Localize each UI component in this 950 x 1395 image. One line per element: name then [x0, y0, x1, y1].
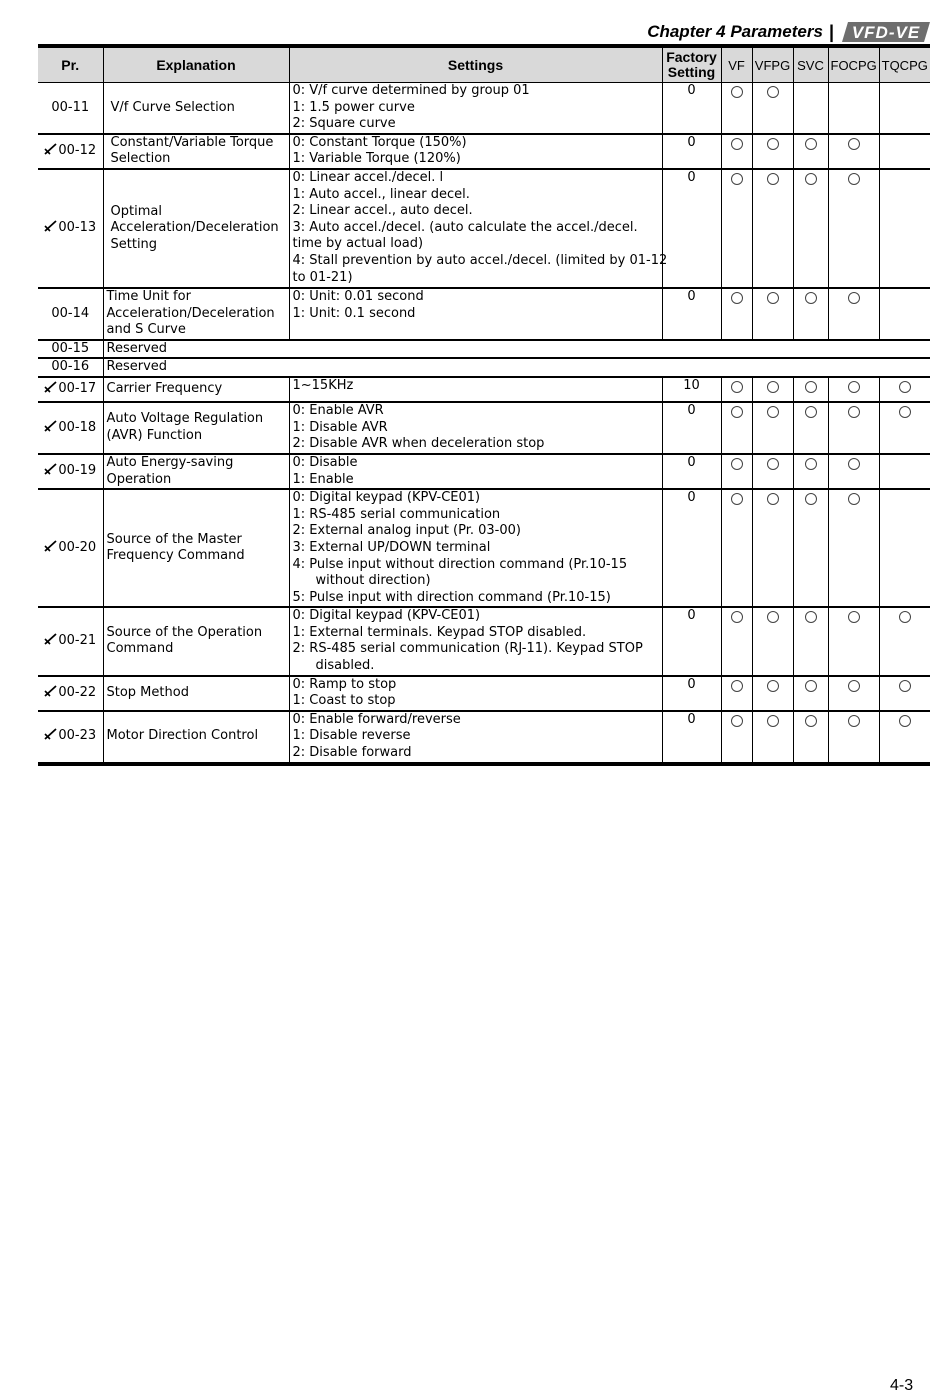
table-row	[38, 489, 930, 607]
table-row	[38, 676, 930, 711]
mode-cell-svc	[793, 454, 828, 489]
mode-cell-vfpg	[752, 83, 793, 134]
mode-cell-vf	[721, 169, 752, 288]
supported-circle-icon	[848, 715, 860, 727]
setting-line: 0: Digital keypad (KPV-CE01)	[292, 490, 481, 506]
explanation-line: Auto Voltage Regulation	[106, 411, 264, 427]
supported-circle-icon	[899, 715, 911, 727]
mode-cell-svc	[793, 489, 828, 607]
param-explanation	[103, 402, 289, 454]
mode-cell-vf	[721, 134, 752, 169]
supported-circle-icon	[767, 173, 779, 185]
supported-circle-icon	[848, 292, 860, 304]
supported-circle-icon	[805, 611, 817, 623]
page-header	[38, 20, 930, 44]
explanation-line: Optimal	[110, 203, 162, 219]
explanation-line: Reserved	[106, 359, 168, 375]
supported-circle-icon	[731, 173, 743, 185]
table-header-row	[38, 46, 930, 83]
mode-cell-focpg	[828, 288, 879, 340]
supported-circle-icon	[767, 138, 779, 150]
mode-cell-vfpg	[752, 676, 793, 711]
mode-cell-vfpg	[752, 454, 793, 489]
setting-line: 0: Disable	[292, 454, 358, 470]
mode-cell-focpg	[828, 377, 879, 402]
explanation-line: Acceleration/Deceleration	[110, 220, 279, 236]
setting-line: 1: Disable AVR	[292, 419, 388, 435]
supported-circle-icon	[731, 680, 743, 692]
param-number	[38, 169, 103, 288]
supported-circle-icon	[767, 86, 779, 98]
mode-cell-focpg	[828, 402, 879, 454]
supported-circle-icon	[731, 715, 743, 727]
setting-line: 0: Digital keypad (KPV-CE01)	[292, 608, 481, 624]
param-number	[38, 134, 103, 169]
setting-line: 1: Coast to stop	[292, 693, 396, 709]
factory-setting: 0	[662, 83, 721, 134]
mode-cell-vf	[721, 288, 752, 340]
col-header-factory-setting	[662, 46, 721, 83]
factory-setting: 0	[662, 489, 721, 607]
param-settings	[289, 288, 662, 340]
supported-circle-icon	[731, 86, 743, 98]
supported-circle-icon	[848, 680, 860, 692]
setting-line: 2: Square curve	[292, 116, 396, 132]
vfd-ve-logo	[842, 21, 930, 43]
param-explanation	[103, 83, 289, 134]
param-number-text: 00-11	[51, 99, 90, 115]
read-write-icon	[44, 633, 57, 645]
table-body	[38, 83, 930, 764]
table-row	[38, 377, 930, 402]
param-settings	[289, 676, 662, 711]
param-number-text: 00-18	[58, 419, 97, 435]
table-row	[38, 402, 930, 454]
supported-circle-icon	[767, 406, 779, 418]
supported-circle-icon	[767, 381, 779, 393]
supported-circle-icon	[731, 493, 743, 505]
mode-cell-svc	[793, 676, 828, 711]
header-separator: |	[828, 21, 834, 42]
mode-cell-vf	[721, 402, 752, 454]
setting-line: time by actual load)	[292, 236, 424, 252]
mode-cell-vf	[721, 676, 752, 711]
col-header-vfpg: VFPG	[752, 46, 793, 83]
table-row	[38, 288, 930, 340]
mode-cell-focpg	[828, 454, 879, 489]
table-row	[38, 711, 930, 764]
setting-line: 0: V/f curve determined by group 01	[292, 83, 530, 98]
param-settings	[289, 83, 662, 134]
supported-circle-icon	[731, 138, 743, 150]
mode-cell-tqcpg	[879, 676, 930, 711]
param-number-text: 00-12	[58, 143, 97, 159]
param-explanation	[103, 454, 289, 489]
param-explanation	[103, 607, 289, 675]
read-write-icon	[44, 420, 57, 432]
explanation-line: Motor Direction Control	[106, 728, 259, 744]
supported-circle-icon	[731, 406, 743, 418]
param-settings	[289, 169, 668, 288]
param-number-text: 00-17	[58, 381, 97, 397]
setting-line: 1: RS-485 serial communication	[292, 506, 501, 522]
mode-cell-tqcpg	[879, 134, 930, 169]
supported-circle-icon	[848, 611, 860, 623]
setting-line: 3: Auto accel./decel. (auto calculate the accel./decel.	[292, 219, 638, 235]
param-number	[38, 377, 103, 402]
supported-circle-icon	[848, 173, 860, 185]
param-settings	[289, 454, 662, 489]
setting-line: 0: Constant Torque (150%)	[292, 134, 467, 150]
explanation-line: Constant/Variable Torque	[110, 134, 274, 150]
mode-cell-vf	[721, 454, 752, 489]
param-number	[38, 676, 103, 711]
mode-cell-vf	[721, 607, 752, 675]
table-row	[38, 169, 930, 288]
supported-circle-icon	[805, 406, 817, 418]
setting-line: 2: External analog input (Pr. 03-00)	[292, 523, 521, 539]
mode-cell-svc	[793, 402, 828, 454]
supported-circle-icon	[805, 493, 817, 505]
col-header-tqcpg: TQCPG	[879, 46, 930, 83]
param-settings	[289, 607, 662, 675]
read-write-icon	[44, 540, 57, 552]
mode-cell-vfpg	[752, 402, 793, 454]
param-explanation	[103, 358, 930, 377]
explanation-line: Setting	[110, 236, 158, 252]
param-number-text: 00-21	[58, 633, 97, 649]
explanation-line: Carrier Frequency	[106, 381, 223, 397]
setting-line: 0: Unit: 0.01 second	[292, 288, 424, 304]
supported-circle-icon	[848, 493, 860, 505]
supported-circle-icon	[731, 381, 743, 393]
explanation-line: Source of the Operation	[106, 624, 263, 640]
param-explanation	[103, 340, 930, 359]
supported-circle-icon	[805, 173, 817, 185]
param-number	[38, 454, 103, 489]
mode-cell-tqcpg	[879, 402, 930, 454]
mode-cell-vf	[721, 83, 752, 134]
supported-circle-icon	[767, 493, 779, 505]
mode-cell-focpg	[828, 489, 879, 607]
setting-line: 1~15KHz	[292, 377, 354, 393]
col-header-explanation: Explanation	[103, 46, 289, 83]
col-header-vf: VF	[721, 46, 752, 83]
mode-cell-focpg	[828, 676, 879, 711]
param-number-text: 00-14	[51, 305, 90, 321]
mode-cell-vfpg	[752, 134, 793, 169]
setting-line: 1: Variable Torque (120%)	[292, 151, 461, 167]
setting-line: disabled.	[315, 658, 375, 674]
setting-line: 0: Enable forward/reverse	[292, 711, 461, 727]
parameter-table-wrapper	[38, 44, 930, 766]
factory-setting: 10	[662, 377, 721, 402]
supported-circle-icon	[805, 381, 817, 393]
mode-cell-svc	[793, 83, 828, 134]
explanation-line: and S Curve	[106, 322, 186, 338]
param-number	[38, 489, 103, 607]
read-write-icon	[44, 143, 57, 155]
col-header-settings: Settings	[289, 46, 662, 83]
setting-line: to 01-21)	[292, 269, 353, 285]
param-number	[38, 402, 103, 454]
factory-setting: 0	[662, 134, 721, 169]
supported-circle-icon	[805, 458, 817, 470]
supported-circle-icon	[805, 680, 817, 692]
supported-circle-icon	[899, 611, 911, 623]
setting-line: 2: Disable forward	[292, 745, 412, 761]
supported-circle-icon	[899, 680, 911, 692]
mode-cell-tqcpg	[879, 489, 930, 607]
mode-cell-vfpg	[752, 288, 793, 340]
mode-cell-vfpg	[752, 169, 793, 288]
param-number	[38, 711, 103, 764]
setting-line: 0: Ramp to stop	[292, 676, 397, 692]
param-number-text: 00-19	[58, 463, 97, 479]
supported-circle-icon	[767, 292, 779, 304]
explanation-line: Auto Energy-saving	[106, 454, 234, 470]
mode-cell-vfpg	[752, 711, 793, 764]
col-header-focpg: FOCPG	[828, 46, 879, 83]
mode-cell-svc	[793, 134, 828, 169]
setting-line: 1: Auto accel., linear decel.	[292, 186, 470, 202]
param-settings	[289, 377, 662, 402]
mode-cell-vfpg	[752, 489, 793, 607]
explanation-line: Reserved	[106, 340, 168, 356]
mode-cell-tqcpg	[879, 83, 930, 134]
param-number	[38, 83, 103, 134]
setting-line: 0: Enable AVR	[292, 402, 384, 418]
param-number	[38, 340, 103, 359]
setting-line: 3: External UP/DOWN terminal	[292, 539, 491, 555]
explanation-line: Time Unit for	[106, 288, 191, 304]
mode-cell-focpg	[828, 169, 879, 288]
supported-circle-icon	[848, 406, 860, 418]
mode-cell-tqcpg	[879, 711, 930, 764]
mode-cell-tqcpg	[879, 288, 930, 340]
param-explanation	[103, 676, 289, 711]
mode-cell-vf	[721, 489, 752, 607]
supported-circle-icon	[731, 292, 743, 304]
setting-line: 2: Disable AVR when deceleration stop	[292, 436, 545, 452]
supported-circle-icon	[805, 715, 817, 727]
factory-setting: 0	[662, 169, 721, 288]
param-explanation	[103, 377, 289, 402]
supported-circle-icon	[767, 458, 779, 470]
mode-cell-focpg	[828, 134, 879, 169]
supported-circle-icon	[731, 458, 743, 470]
setting-line: 4: Pulse input without direction command (Pr.10-15	[292, 556, 628, 572]
read-write-icon	[44, 728, 57, 740]
explanation-line: (AVR) Function	[106, 427, 203, 443]
explanation-line: Command	[106, 641, 174, 657]
explanation-line: Frequency Command	[106, 548, 245, 564]
mode-cell-vfpg	[752, 607, 793, 675]
read-write-icon	[44, 463, 57, 475]
factory-header-line: Factory	[666, 49, 717, 65]
mode-cell-vfpg	[752, 377, 793, 402]
setting-line: 0: Linear accel./decel. l	[292, 169, 444, 185]
supported-circle-icon	[899, 406, 911, 418]
param-number-text: 00-16	[51, 359, 90, 375]
explanation-line: Source of the Master	[106, 531, 242, 547]
explanation-line: V/f Curve Selection	[110, 99, 235, 115]
read-write-icon	[44, 220, 57, 232]
supported-circle-icon	[767, 611, 779, 623]
explanation-line: Stop Method	[106, 684, 189, 700]
mode-cell-focpg	[828, 83, 879, 134]
mode-cell-tqcpg	[879, 607, 930, 675]
supported-circle-icon	[848, 458, 860, 470]
param-number	[38, 288, 103, 340]
table-row	[38, 134, 930, 169]
mode-cell-vf	[721, 377, 752, 402]
setting-line: without direction)	[315, 573, 431, 589]
supported-circle-icon	[848, 381, 860, 393]
mode-cell-svc	[793, 169, 828, 288]
param-number-text: 00-22	[58, 684, 97, 700]
setting-line: 2: Linear accel., auto decel.	[292, 203, 473, 219]
param-settings	[289, 134, 662, 169]
page-number: 4-3	[890, 1377, 914, 1394]
param-explanation	[103, 288, 289, 340]
mode-cell-tqcpg	[879, 377, 930, 402]
parameter-table	[38, 44, 930, 766]
setting-line: 2: RS-485 serial communication (RJ-11). Keypad STOP	[292, 641, 643, 657]
param-explanation	[103, 134, 289, 169]
table-row	[38, 358, 930, 377]
param-settings	[289, 711, 662, 764]
setting-line: 1: External terminals. Keypad STOP disabled.	[292, 624, 587, 640]
table-row	[38, 340, 930, 359]
mode-cell-focpg	[828, 711, 879, 764]
supported-circle-icon	[805, 292, 817, 304]
setting-line: 4: Stall prevention by auto accel./decel. (limited by 01-12	[292, 252, 668, 268]
param-number-text: 00-13	[58, 220, 97, 236]
logo-text: VFD-VE	[851, 23, 921, 42]
setting-line: 1: Disable reverse	[292, 728, 411, 744]
read-write-icon	[44, 685, 57, 697]
factory-header-line: Setting	[667, 64, 716, 80]
param-settings	[289, 402, 662, 454]
explanation-line: Operation	[106, 471, 172, 487]
param-number-text: 00-15	[51, 340, 90, 356]
param-explanation	[103, 169, 289, 288]
factory-setting: 0	[662, 454, 721, 489]
mode-cell-svc	[793, 607, 828, 675]
mode-cell-tqcpg	[879, 454, 930, 489]
param-settings	[289, 489, 662, 607]
supported-circle-icon	[848, 138, 860, 150]
mode-cell-svc	[793, 711, 828, 764]
setting-line: 1: Unit: 0.1 second	[292, 305, 416, 321]
setting-line: 5: Pulse input with direction command (Pr.10-15)	[292, 589, 611, 605]
param-number-text: 00-20	[58, 539, 97, 555]
factory-setting: 0	[662, 288, 721, 340]
read-write-icon	[44, 381, 57, 393]
supported-circle-icon	[731, 611, 743, 623]
setting-line: 1: 1.5 power curve	[292, 99, 415, 115]
setting-line: 1: Enable	[292, 471, 354, 487]
factory-setting: 0	[662, 402, 721, 454]
supported-circle-icon	[899, 381, 911, 393]
explanation-line: Selection	[110, 151, 171, 167]
table-row	[38, 83, 930, 134]
mode-cell-tqcpg	[879, 169, 930, 288]
param-number	[38, 358, 103, 377]
table-row	[38, 454, 930, 489]
factory-setting: 0	[662, 676, 721, 711]
table-row	[38, 607, 930, 675]
param-number	[38, 607, 103, 675]
factory-setting: 0	[662, 607, 721, 675]
chapter-title: Chapter 4 Parameters	[647, 22, 823, 41]
param-explanation	[103, 489, 289, 607]
explanation-line: Acceleration/Deceleration	[106, 305, 275, 321]
mode-cell-focpg	[828, 607, 879, 675]
mode-cell-svc	[793, 377, 828, 402]
supported-circle-icon	[805, 138, 817, 150]
param-number-text: 00-23	[58, 728, 97, 744]
col-header-pr: Pr.	[38, 46, 103, 83]
col-header-svc: SVC	[793, 46, 828, 83]
mode-cell-svc	[793, 288, 828, 340]
param-explanation	[103, 711, 289, 764]
supported-circle-icon	[767, 680, 779, 692]
supported-circle-icon	[767, 715, 779, 727]
mode-cell-vf	[721, 711, 752, 764]
factory-setting: 0	[662, 711, 721, 764]
